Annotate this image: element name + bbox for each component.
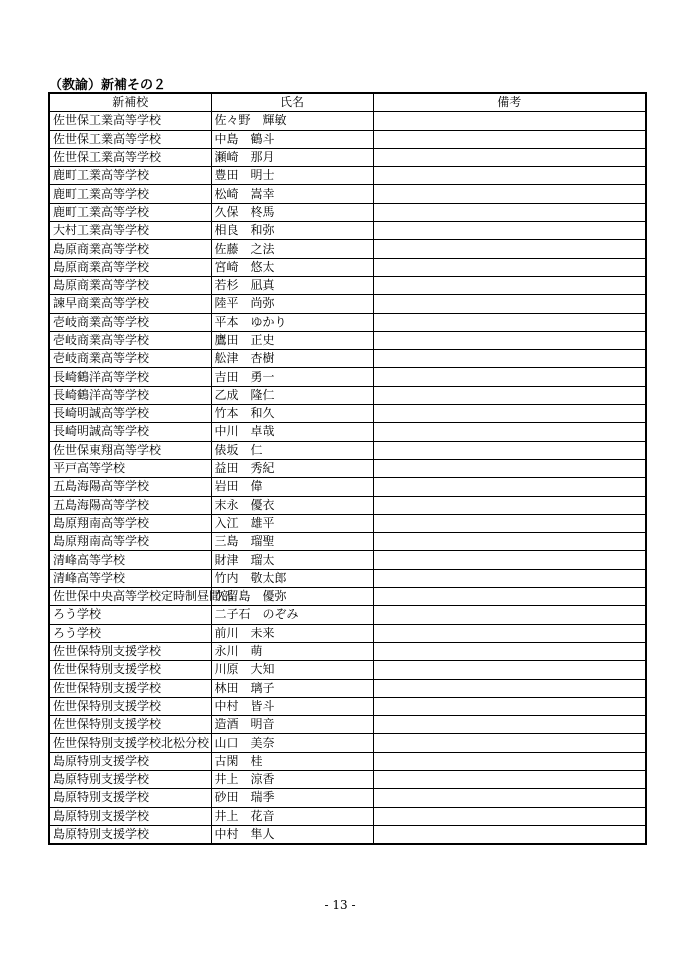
cell-school: 島原商業高等学校 [49, 240, 211, 258]
table-row [49, 258, 646, 276]
cell-note [373, 825, 646, 844]
table-row [49, 203, 646, 221]
cell-name: 吉田 勇一 [211, 368, 373, 386]
cell-school: 五島海陽高等学校 [49, 496, 211, 514]
cell-name: 永川 萌 [211, 642, 373, 660]
table-row [49, 661, 646, 679]
cell-note [373, 240, 646, 258]
cell-school: 島原商業高等学校 [49, 276, 211, 294]
cell-note [373, 295, 646, 313]
cell-name: 中村 皆斗 [211, 697, 373, 715]
table-row [49, 807, 646, 825]
table-row [49, 514, 646, 532]
cell-note [373, 423, 646, 441]
cell-note [373, 350, 646, 368]
cell-name: 宮崎 悠太 [211, 258, 373, 276]
cell-name: 古閑 桂 [211, 752, 373, 770]
cell-school: 佐世保特別支援学校 [49, 697, 211, 715]
cell-note [373, 661, 646, 679]
table-row [49, 752, 646, 770]
cell-school: 佐世保特別支援学校北松分校 [49, 734, 211, 752]
cell-note [373, 203, 646, 221]
cell-note [373, 331, 646, 349]
cell-note [373, 478, 646, 496]
cell-name: 造酒 明音 [211, 716, 373, 734]
cell-note [373, 642, 646, 660]
cell-name: 中村 隼人 [211, 825, 373, 844]
cell-note [373, 258, 646, 276]
cell-name: 竹本 和久 [211, 405, 373, 423]
table-header-row [49, 93, 646, 112]
table-row [49, 441, 646, 459]
cell-school: 島原翔南高等学校 [49, 533, 211, 551]
cell-school: 長崎鶴洋高等学校 [49, 368, 211, 386]
cell-school: ろう学校 [49, 624, 211, 642]
cell-school: 島原特別支援学校 [49, 825, 211, 844]
cell-school: 島原特別支援学校 [49, 789, 211, 807]
cell-note [373, 588, 646, 606]
table-row [49, 734, 646, 752]
cell-name: 川原 大知 [211, 661, 373, 679]
table-row [49, 148, 646, 166]
cell-note [373, 789, 646, 807]
table-row [49, 478, 646, 496]
cell-school: 島原翔南高等学校 [49, 514, 211, 532]
cell-name: 井上 花音 [211, 807, 373, 825]
cell-school: ろう学校 [49, 606, 211, 624]
cell-name: 佐々野 輝敏 [211, 112, 373, 130]
cell-name: 陸平 尚弥 [211, 295, 373, 313]
cell-school: 清峰高等学校 [49, 569, 211, 587]
table-row [49, 551, 646, 569]
cell-school: 鹿町工業高等学校 [49, 185, 211, 203]
table-row [49, 825, 646, 844]
cell-note [373, 112, 646, 130]
cell-name: 久保 柊馬 [211, 203, 373, 221]
table-row [49, 130, 646, 148]
cell-school: 島原商業高等学校 [49, 258, 211, 276]
table-row [49, 679, 646, 697]
cell-note [373, 441, 646, 459]
cell-school: 佐世保特別支援学校 [49, 679, 211, 697]
page-heading: （教諭）新補その２ [49, 78, 167, 93]
column-header-name: 氏名 [211, 93, 373, 112]
cell-school: 長崎明誠高等学校 [49, 405, 211, 423]
cell-school: 鹿町工業高等学校 [49, 203, 211, 221]
cell-school: 佐世保中央高等学校定時制昼間部 [49, 588, 211, 606]
cell-note [373, 551, 646, 569]
cell-name: 末永 優衣 [211, 496, 373, 514]
cell-school: 佐世保工業高等学校 [49, 148, 211, 166]
cell-school: 佐世保工業高等学校 [49, 130, 211, 148]
cell-note [373, 752, 646, 770]
cell-note [373, 679, 646, 697]
table-row [49, 569, 646, 587]
cell-name: 砂田 瑞季 [211, 789, 373, 807]
cell-school: 壱岐商業高等学校 [49, 331, 211, 349]
table-row [49, 770, 646, 788]
cell-school: 佐世保特別支援学校 [49, 716, 211, 734]
page-number: - 13 - [324, 898, 356, 912]
cell-note [373, 148, 646, 166]
cell-school: 五島海陽高等学校 [49, 478, 211, 496]
cell-name: 三島 瑠聖 [211, 533, 373, 551]
cell-note [373, 770, 646, 788]
cell-name: 竹内 敬太郎 [211, 569, 373, 587]
cell-school: 島原特別支援学校 [49, 770, 211, 788]
cell-note [373, 313, 646, 331]
table-row [49, 240, 646, 258]
table-row [49, 423, 646, 441]
cell-name: 瀬崎 那月 [211, 148, 373, 166]
cell-school: 佐世保工業高等学校 [49, 112, 211, 130]
cell-school: 佐世保特別支援学校 [49, 661, 211, 679]
cell-name: 前川 未来 [211, 624, 373, 642]
cell-name: 山口 美奈 [211, 734, 373, 752]
table-row [49, 496, 646, 514]
cell-school: 佐世保特別支援学校 [49, 642, 211, 660]
table-row [49, 606, 646, 624]
cell-note [373, 386, 646, 404]
cell-school: 大村工業高等学校 [49, 222, 211, 240]
table-row [49, 368, 646, 386]
cell-note [373, 222, 646, 240]
cell-school: 鹿町工業高等学校 [49, 167, 211, 185]
cell-note [373, 697, 646, 715]
table-row [49, 642, 646, 660]
cell-note [373, 496, 646, 514]
table-row [49, 588, 646, 606]
table-body [49, 112, 646, 844]
table-row [49, 716, 646, 734]
cell-name: 二子石 のぞみ [211, 606, 373, 624]
cell-note [373, 533, 646, 551]
cell-school: 壱岐商業高等学校 [49, 350, 211, 368]
cell-name: 俵坂 仁 [211, 441, 373, 459]
cell-note [373, 624, 646, 642]
cell-school: 島原特別支援学校 [49, 807, 211, 825]
cell-note [373, 276, 646, 294]
cell-name: 松崎 嵩幸 [211, 185, 373, 203]
cell-school: 壱岐商業高等学校 [49, 313, 211, 331]
table-row [49, 331, 646, 349]
cell-note [373, 606, 646, 624]
cell-note [373, 130, 646, 148]
table-row [49, 112, 646, 130]
cell-note [373, 807, 646, 825]
table-row [49, 459, 646, 477]
cell-name: 益田 秀紀 [211, 459, 373, 477]
table-row [49, 313, 646, 331]
cell-school: 長崎鶴洋高等学校 [49, 386, 211, 404]
cell-name: 財津 瑠太 [211, 551, 373, 569]
table-row [49, 386, 646, 404]
cell-school: 平戸高等学校 [49, 459, 211, 477]
cell-note [373, 514, 646, 532]
cell-name: 乙成 隆仁 [211, 386, 373, 404]
table-row [49, 789, 646, 807]
table-row [49, 276, 646, 294]
cell-note [373, 569, 646, 587]
cell-name: 佐藤 之法 [211, 240, 373, 258]
table-row [49, 295, 646, 313]
cell-name: 久留島 優弥 [211, 588, 373, 606]
cell-name: 林田 璃子 [211, 679, 373, 697]
table-row [49, 222, 646, 240]
cell-note [373, 734, 646, 752]
cell-name: 平本 ゆかり [211, 313, 373, 331]
cell-note [373, 185, 646, 203]
column-header-school: 新補校 [49, 93, 211, 112]
cell-note [373, 167, 646, 185]
table-row [49, 350, 646, 368]
column-header-note: 備考 [373, 93, 646, 112]
cell-note [373, 405, 646, 423]
table-row [49, 185, 646, 203]
table-row [49, 405, 646, 423]
teacher-roster-table [48, 92, 647, 845]
cell-school: 清峰高等学校 [49, 551, 211, 569]
cell-name: 中島 鶴斗 [211, 130, 373, 148]
table-row [49, 533, 646, 551]
cell-note [373, 716, 646, 734]
cell-name: 入江 雄平 [211, 514, 373, 532]
cell-name: 舩津 杏樹 [211, 350, 373, 368]
cell-name: 岩田 偉 [211, 478, 373, 496]
cell-school: 島原特別支援学校 [49, 752, 211, 770]
cell-name: 豊田 明士 [211, 167, 373, 185]
cell-school: 諫早商業高等学校 [49, 295, 211, 313]
table-row [49, 697, 646, 715]
cell-name: 相良 和弥 [211, 222, 373, 240]
cell-name: 中川 卓哉 [211, 423, 373, 441]
cell-note [373, 459, 646, 477]
cell-name: 井上 涼香 [211, 770, 373, 788]
table-row [49, 167, 646, 185]
cell-name: 鷹田 正史 [211, 331, 373, 349]
cell-note [373, 368, 646, 386]
cell-name: 若杉 凪真 [211, 276, 373, 294]
table-row [49, 624, 646, 642]
cell-school: 長崎明誠高等学校 [49, 423, 211, 441]
cell-school: 佐世保東翔高等学校 [49, 441, 211, 459]
